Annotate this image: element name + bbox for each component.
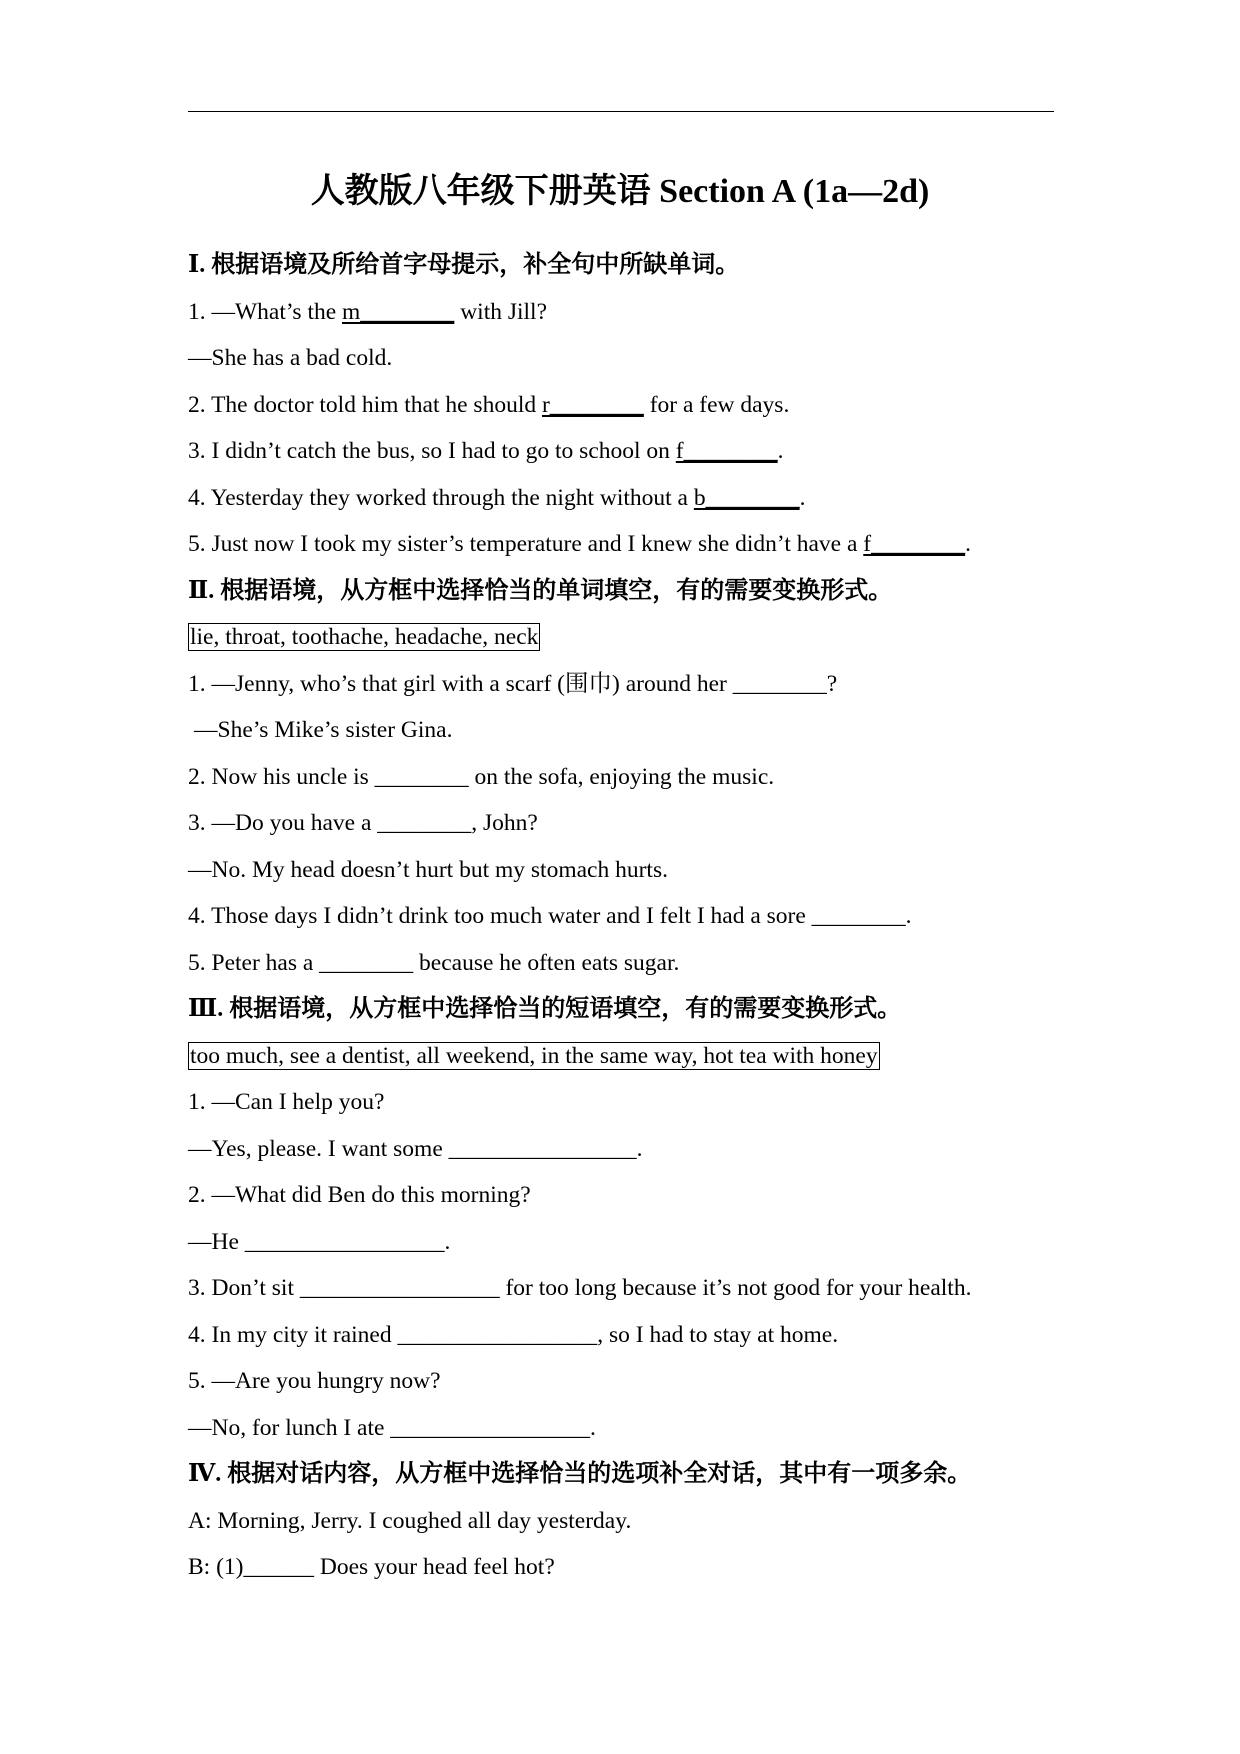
s2-line-4: 3. —Do you have a ________, John? <box>188 810 538 836</box>
s1-answer-1: —She has a bad cold. <box>188 345 393 371</box>
s3-line-2: —Yes, please. I want some ________________. <box>188 1135 643 1162</box>
s1-blank-2: r________ <box>541 391 644 418</box>
s1-question-5: 5. Just now I took my sister’s temperature and I knew she didn’t have a f________. <box>188 531 971 557</box>
s3-line-3: 2. —What did Ben do this morning? <box>188 1182 531 1208</box>
s1-blank-3: f________ <box>675 438 778 464</box>
section-3-heading: Ⅲ. 根据语境，从方框中选择恰当的短语填空，有的需要变换形式。 <box>188 996 902 1022</box>
s1-question-1: 1. —What’s the m________ with Jill? <box>188 298 548 325</box>
s2-line-6: 4. Those days I didn’t drink too much water and I felt I had a sore ________. <box>188 903 912 929</box>
s1-blank-4: b________ <box>693 484 800 511</box>
s2-line-2: —She’s Mike’s sister Gina. <box>194 717 453 743</box>
s2-line-5: —No. My head doesn’t hurt but my stomach hurts. <box>188 856 668 883</box>
s3-line-6: 4. In my city it rained _________________, so I had to stay at home. <box>188 1321 839 1348</box>
s3-line-7: 5. —Are you hungry now? <box>188 1368 441 1394</box>
s3-line-5: 3. Don’t sit _________________ for too long because it’s not good for your health. <box>188 1275 972 1301</box>
section-2-heading: Ⅱ. 根据语境，从方框中选择恰当的单词填空，有的需要变换形式。 <box>188 577 893 604</box>
s2-word-box: lie, throat, toothache, headache, neck <box>190 624 539 650</box>
s4-line-1: A: Morning, Jerry. I coughed all day yesterday. <box>188 1507 632 1534</box>
s3-line-1: 1. —Can I help you? <box>188 1089 385 1115</box>
header-rule <box>188 111 1054 112</box>
s2-line-3: 2. Now his uncle is ________ on the sofa, enjoying the music. <box>188 763 775 790</box>
s3-phrase-box-row <box>188 1033 1068 1080</box>
section-1-heading: Ⅰ. 根据语境及所给首字母提示，补全句中所缺单词。 <box>188 252 740 278</box>
s2-word-box-row <box>188 614 1068 661</box>
s1-question-3: 3. I didn’t catch the bus, so I had to go to school on f________. <box>188 438 784 464</box>
s2-line-1: 1. —Jenny, who’s that girl with a scarf (围巾) around her ________? <box>188 670 838 697</box>
s3-phrase-box: too much, see a dentist, all weekend, in the same way, hot tea with honey <box>190 1042 878 1069</box>
s3-line-4: —He _________________. <box>188 1228 451 1255</box>
worksheet-content <box>188 242 1068 1591</box>
s1-question-2: 2. The doctor told him that he should r________ for a few days. <box>188 391 790 418</box>
s4-line-2: B: (1)______ Does your head feel hot? <box>188 1554 555 1580</box>
s3-line-8: —No, for lunch I ate _________________. <box>188 1414 596 1441</box>
s1-question-4: 4. Yesterday they worked through the night without a b________. <box>188 484 806 511</box>
s1-blank-5: f________ <box>863 531 966 557</box>
s2-line-7: 5. Peter has a ________ because he often eats sugar. <box>188 949 680 976</box>
s1-blank-1: m________ <box>342 298 455 325</box>
section-4-heading: Ⅳ. 根据对话内容，从方框中选择恰当的选项补全对话，其中有一项多余。 <box>188 1461 972 1487</box>
page-title: 人教版八年级下册英语 Section A (1a—2d) <box>310 173 930 210</box>
